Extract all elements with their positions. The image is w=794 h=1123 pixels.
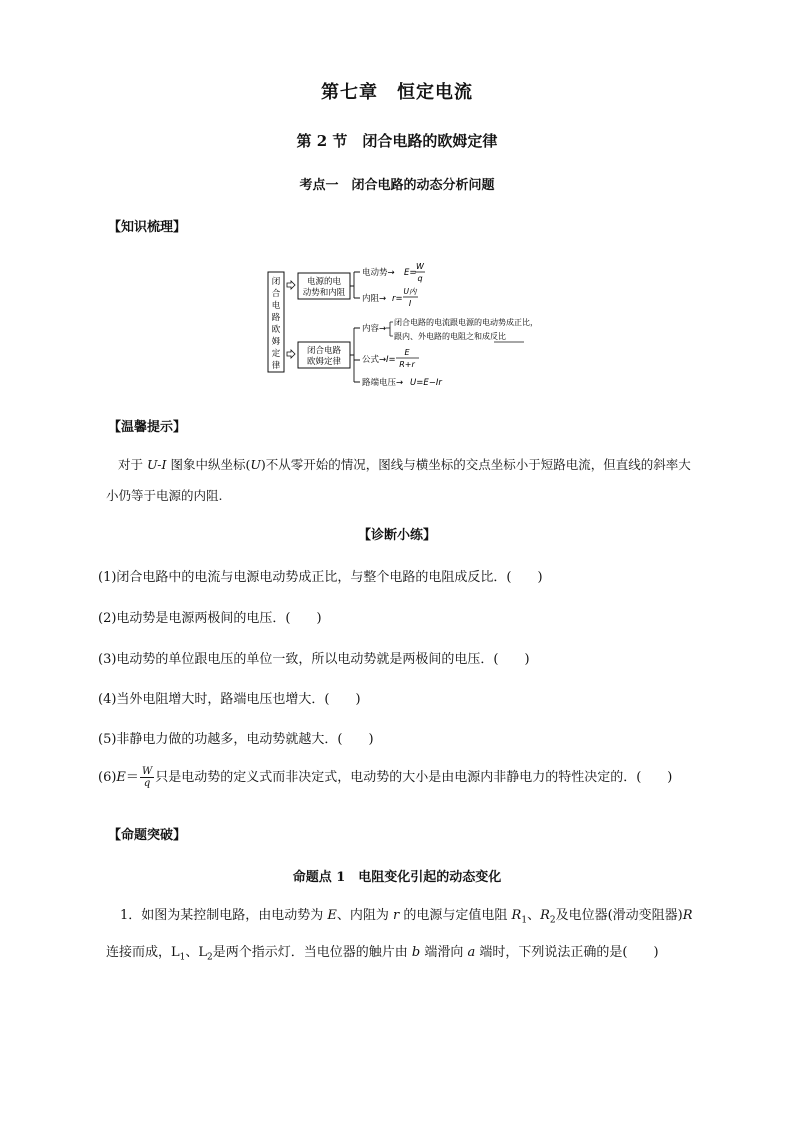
formula-num: E — [404, 348, 410, 357]
diagnosis-item-4: (4)当外电阻增大时，路端电压也增大．( ) — [98, 692, 361, 707]
formula-den: R+r — [399, 360, 415, 369]
r-eq: r= — [392, 294, 403, 304]
root-char: 定 — [271, 349, 281, 359]
diagnosis-item-5: (5)非静电力做的功越多，电动势就越大．( ) — [98, 732, 374, 747]
content-label: 内容→ — [362, 324, 387, 334]
root-char: 律 — [271, 361, 281, 371]
diagnosis-item-3: (3)电动势的单位跟电压的单位一致，所以电动势就是两极间的电压．( ) — [98, 652, 530, 667]
formula-label: 公式→ — [362, 355, 387, 365]
box2-line1: 闭合电路 — [306, 346, 342, 356]
content-line2: 跟内、外电路的电阻之和成反比 — [394, 332, 506, 341]
box2-line2: 欧姆定律 — [306, 357, 342, 367]
r-label: 内阻→ — [362, 294, 387, 304]
section-title: 第 2 节 闭合电路的欧姆定律 — [296, 132, 498, 150]
r-den: I — [408, 299, 412, 308]
emf-label: 电动势→ — [362, 268, 395, 278]
terminal-label: 路端电压→ — [362, 378, 404, 388]
emf-num: W — [416, 262, 424, 271]
proposition-point-title: 命题点 1 电阻变化引起的动态变化 — [292, 870, 502, 885]
box1-line1: 电源的电 — [306, 277, 342, 287]
diagnosis-header: 【诊断小练】 — [357, 528, 436, 543]
breakthrough-header: 【命题突破】 — [108, 828, 187, 843]
r-num: U内 — [403, 287, 417, 296]
hollow-arrow-icon — [287, 281, 295, 358]
root-char: 路 — [271, 313, 281, 323]
brace-1 — [350, 272, 360, 298]
box1-line2: 动势和内阻 — [302, 288, 346, 298]
emf-den: q — [417, 274, 423, 283]
diagnosis-item-2: (2)电动势是电源两极间的电压．( ) — [98, 611, 322, 626]
root-char: 闭 — [271, 277, 281, 287]
brace-2 — [350, 328, 360, 382]
root-char: 姆 — [271, 337, 281, 347]
root-char: 电 — [271, 301, 281, 311]
diagnosis-item-6: (6)E＝ $\frac{W}{q}$ 只是电动势的定义式而非决定式，电动势的大小是由电源内非静电力的特性决定的．( ) — [98, 766, 673, 789]
emf-eq: E= — [404, 268, 417, 278]
terminal-eq: U=E−Ir — [410, 378, 442, 388]
tip-paragraph: 对于 U-I 图象中纵坐标(U)不从零开始的情况，图线与横坐标的交点坐标小于短路电流，但直线的斜率大小仍等于电源的内阻. — [106, 457, 691, 503]
knowledge-header: 【知识梳理】 — [108, 220, 187, 235]
tip-header: 【温馨提示】 — [108, 420, 187, 435]
root-char: 欧 — [271, 325, 281, 335]
knowledge-diagram — [262, 256, 572, 392]
exam-point-title: 考点一 闭合电路的动态分析问题 — [299, 178, 495, 193]
diagnosis-item-1: (1)闭合电路中的电流与电源电动势成正比，与整个电路的电阻成反比．( ) — [98, 570, 543, 585]
chapter-title: 第七章 恒定电流 — [321, 82, 473, 103]
question-1: 1．如图为某控制电路，由电动势为 E、内阻为 r 的电源与定值电阻 $R_1$、$R_2$及电位器(滑动变阻器)R连接而成，$L_1$、$L_2$是两个指示灯．当电位器的触片由 b 端滑向 a 端时，下列说法正确的是( ) — [106, 908, 693, 963]
content-line1: 闭合电路的电流跟电源的电动势成正比， — [394, 318, 538, 327]
formula-eq: I= — [386, 355, 396, 365]
root-char: 合 — [271, 289, 281, 299]
